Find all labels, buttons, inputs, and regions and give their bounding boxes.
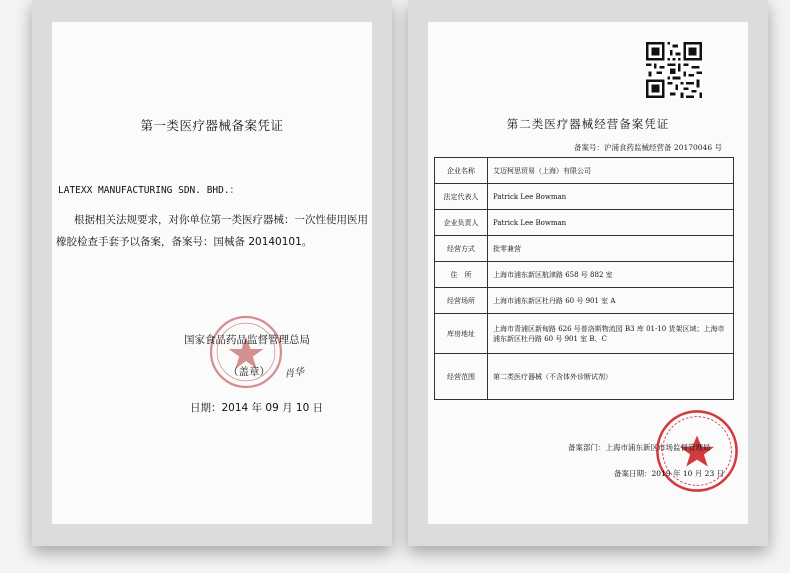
- table-row: [435, 184, 734, 210]
- right-cert-info-table: [434, 157, 734, 400]
- row-value: 上海市浦东新区杜丹路 60 号 901 室 A: [488, 288, 734, 314]
- table-row: [435, 354, 734, 400]
- left-cert-signature: 肖华: [283, 366, 305, 381]
- left-certificate-frame: [32, 0, 392, 546]
- qr-code-icon: [646, 42, 702, 98]
- row-value: 上海市青浦区新甸路 626 号普洛斯物流园 B3 库 01-10 货架区域；上海市浦东新区杜丹路 60 号 901 室 B、C: [488, 314, 734, 354]
- row-label: 经营场所: [435, 288, 488, 314]
- table-row: [435, 236, 734, 262]
- table-row: [435, 288, 734, 314]
- left-cert-seal-word: （盖章）: [228, 366, 270, 378]
- left-cert-date: 日期：2014 年 09 月 10 日: [190, 402, 324, 414]
- left-cert-title: 第一类医疗器械备案凭证: [140, 118, 284, 133]
- left-cert-body: 根据相关法规要求，对你单位第一类医疗器械：一次性使用医用橡胶检查手套予以备案，备案号：国械备 20140101。: [56, 214, 368, 248]
- right-cert-date: 备案日期：2019 年 10 月 23 日: [614, 469, 725, 478]
- row-label: 经营方式: [435, 236, 488, 262]
- row-label: 法定代表人: [435, 184, 488, 210]
- right-cert-title: 第二类医疗器械经营备案凭证: [506, 117, 670, 131]
- row-value: Patrick Lee Bowman: [488, 210, 734, 236]
- right-certificate-paper: [428, 22, 748, 524]
- right-certificate-frame: [408, 0, 768, 546]
- row-value: 批零兼营: [488, 236, 734, 262]
- row-value: Patrick Lee Bowman: [488, 184, 734, 210]
- row-label: 住 所: [435, 262, 488, 288]
- right-cert-record-number: 备案号：沪浦食药监械经营备 20170046 号: [574, 143, 722, 152]
- row-label: 企业名称: [435, 158, 488, 184]
- left-cert-agency: 国家食品药品监督管理总局: [184, 334, 310, 346]
- left-cert-company: LATEXX MANUFACTURING SDN. BHD.：: [58, 185, 240, 196]
- row-value: 第二类医疗器械（不含体外诊断试剂）: [488, 354, 734, 400]
- table-row: [435, 262, 734, 288]
- row-label: 库房地址: [435, 314, 488, 354]
- table-row: [435, 158, 734, 184]
- table-row: [435, 314, 734, 354]
- right-cert-department: 备案部门：上海市浦东新区市场监督管理局: [568, 443, 711, 452]
- row-label: 企业负责人: [435, 210, 488, 236]
- table-row: [435, 210, 734, 236]
- row-value: 艾迈柯思贸易（上海）有限公司: [488, 158, 734, 184]
- left-certificate-paper: [52, 22, 372, 524]
- row-value: 上海市浦东新区航津路 658 号 882 室: [488, 262, 734, 288]
- row-label: 经营范围: [435, 354, 488, 400]
